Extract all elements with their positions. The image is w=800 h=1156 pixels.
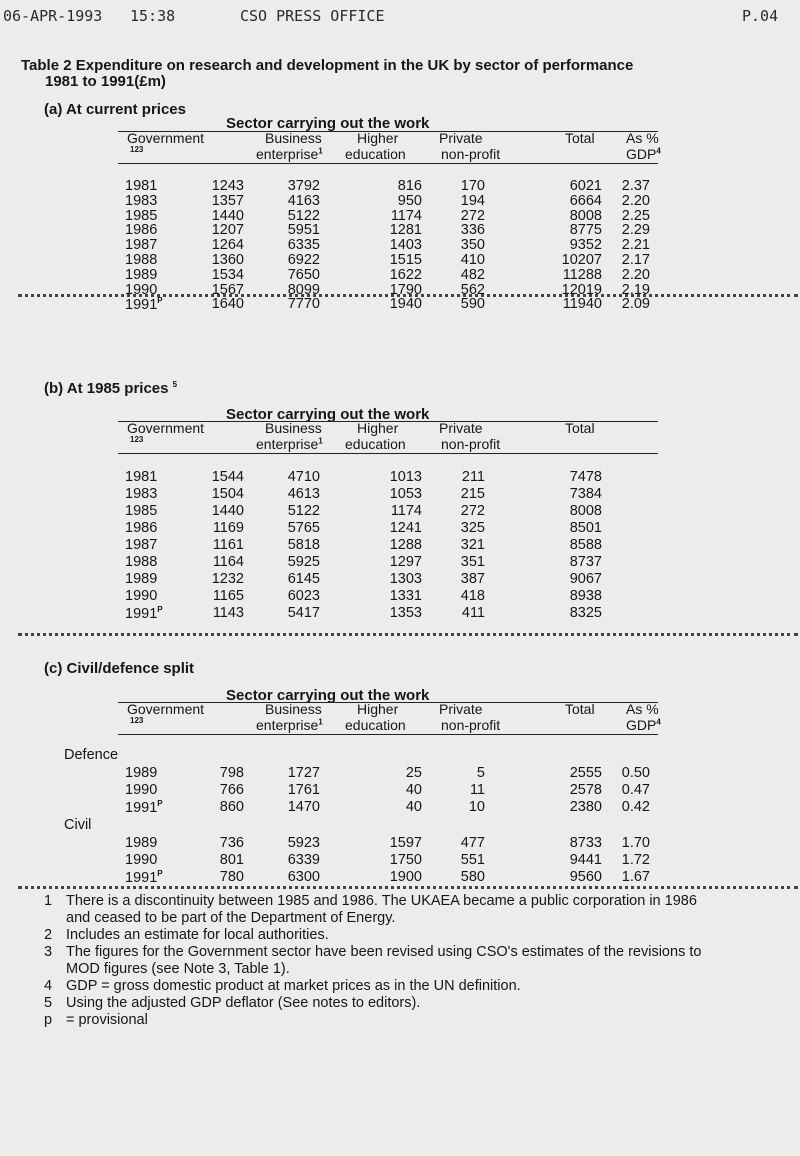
cell-government: 1161: [212, 537, 244, 553]
cell-gdp-percent: 0.47: [621, 782, 650, 799]
cell-business-enterprise: 5417: [287, 605, 320, 621]
cell-government: 1243: [211, 178, 244, 194]
col-header-higher: Higher: [357, 701, 399, 717]
col-header-private-2: non-profit: [441, 436, 501, 452]
cell-higher-education: 1750: [389, 852, 422, 869]
table-row: [0, 799, 800, 816]
cell-government: 860: [219, 799, 244, 816]
cell-higher-education: 1281: [389, 222, 422, 239]
table-row: [0, 852, 800, 869]
cell-higher-education: 1303: [389, 571, 422, 587]
cell-higher-education: 1353: [389, 605, 422, 621]
col-header-private: Private: [439, 130, 483, 146]
cell-private-non-profit: 325: [460, 520, 485, 536]
section-divider: [18, 886, 798, 889]
cell-total: 10207: [561, 252, 602, 268]
cell-year: 1981: [125, 178, 158, 194]
cell-gdp-percent: 2.20: [621, 192, 650, 209]
cell-business-enterprise: 5818: [287, 537, 320, 553]
col-note-government: 123: [130, 145, 144, 154]
cell-government: 1143: [212, 605, 244, 621]
cell-total: 11940: [562, 296, 602, 313]
cell-government: 780: [219, 869, 244, 886]
cell-business-enterprise: 5923: [287, 835, 320, 851]
section-heading: (b) At 1985 prices $^5$: [44, 380, 178, 397]
footnote-text: Using the adjusted GDP deflator (See notes to editors).: [66, 995, 421, 1011]
cell-private-non-profit: 272: [460, 503, 485, 519]
cell-year: $1991^P$: [125, 799, 163, 817]
cell-government: 798: [219, 765, 244, 781]
cell-private-non-profit: 387: [460, 571, 485, 587]
table-row: [0, 503, 800, 520]
cell-business-enterprise: 7770: [287, 296, 320, 313]
cell-year: 1990: [125, 588, 158, 604]
cell-year: 1990: [125, 852, 158, 869]
col-header-higher: Higher: [357, 130, 399, 146]
col-header-business: Business: [265, 701, 322, 717]
cell-government: 1504: [211, 486, 244, 502]
cell-private-non-profit: 590: [460, 296, 485, 313]
col-header-total: Total: [565, 420, 595, 436]
fax-date: 06-APR-1993: [3, 7, 103, 25]
cell-higher-education: 816: [397, 178, 422, 194]
footnote-number: 5: [44, 995, 53, 1011]
super-header: Sector carrying out the work: [226, 687, 430, 704]
cell-higher-education: 1053: [389, 486, 422, 502]
cell-government: 1165: [212, 588, 244, 604]
footnote-text: The figures for the Government sector have been revised using CSO's estimates of the revisions to: [66, 944, 702, 960]
col-header-private: Private: [439, 420, 483, 436]
col-header-higher-2: education: [345, 436, 406, 452]
cell-gdp-percent: 1.70: [621, 835, 650, 851]
cell-gdp-percent: 2.09: [621, 296, 650, 313]
cell-year: 1989: [125, 765, 158, 781]
provisional-mark: P: [157, 296, 163, 306]
header-rule-bottom: [118, 734, 658, 735]
cell-gdp-percent: 1.67: [621, 869, 650, 886]
table-row: [0, 486, 800, 503]
cell-private-non-profit: 11: [469, 782, 485, 799]
cell-total: 8008: [569, 207, 602, 224]
cell-private-non-profit: 170: [460, 178, 485, 194]
cell-higher-education: 1174: [390, 503, 422, 519]
cell-total: 2578: [569, 782, 602, 799]
cell-gdp-percent: 2.37: [621, 178, 650, 194]
cell-private-non-profit: 580: [460, 869, 485, 886]
col-header-total: Total: [565, 130, 595, 146]
cell-total: 12019: [561, 281, 602, 298]
cell-private-non-profit: 272: [460, 207, 485, 224]
cell-higher-education: 1940: [389, 296, 422, 313]
cell-private-non-profit: 336: [460, 222, 485, 239]
table-row: [0, 765, 800, 782]
cell-year: 1983: [125, 486, 158, 502]
cell-government: 1440: [211, 503, 244, 519]
cell-total: 9067: [569, 571, 602, 587]
cell-business-enterprise: 1761: [287, 782, 320, 799]
col-header-gdp: As %: [626, 130, 659, 146]
cell-business-enterprise: 5925: [287, 554, 320, 570]
cell-higher-education: 1790: [389, 281, 422, 298]
cell-government: 1567: [211, 281, 244, 298]
fax-sender: CSO PRESS OFFICE: [240, 7, 385, 25]
cell-higher-education: 1622: [389, 266, 422, 283]
cell-total: 2380: [569, 799, 602, 816]
col-header-higher-2: education: [345, 146, 406, 162]
cell-gdp-percent: 0.50: [621, 765, 650, 781]
cell-total: 7384: [569, 486, 602, 502]
super-header: Sector carrying out the work: [226, 115, 430, 132]
cell-private-non-profit: 351: [460, 554, 485, 570]
table-row: [0, 469, 800, 486]
cell-total: 8588: [569, 537, 602, 553]
cell-business-enterprise: 6300: [287, 869, 320, 886]
cell-business-enterprise: 4163: [287, 192, 320, 209]
cell-private-non-profit: 551: [460, 852, 485, 869]
cell-higher-education: 40: [405, 782, 422, 799]
cell-business-enterprise: 6922: [287, 252, 320, 268]
cell-total: 11288: [562, 266, 602, 283]
cell-year: 1986: [125, 520, 158, 536]
cell-business-enterprise: 4613: [287, 486, 320, 502]
cell-business-enterprise: 5122: [287, 207, 320, 224]
cell-private-non-profit: 410: [460, 252, 485, 268]
cell-total: 9352: [569, 237, 602, 254]
cell-higher-education: 1288: [389, 537, 422, 553]
cell-total: 9441: [569, 852, 602, 869]
cell-year: $1991^P$: [125, 605, 163, 622]
cell-higher-education: 1515: [389, 252, 422, 268]
cell-year: $1991^P$: [125, 296, 163, 314]
cell-government: 766: [219, 782, 244, 799]
footnote-text: There is a discontinuity between 1985 and 1986. The UKAEA became a public corporation in 1986: [66, 893, 697, 909]
cell-business-enterprise: 5951: [287, 222, 320, 239]
cell-government: 1360: [211, 252, 244, 268]
footnote-number: 3: [44, 944, 53, 960]
table-row: [0, 537, 800, 554]
cell-government: 1232: [211, 571, 244, 587]
col-header-gdp-2: GDP$^4$: [626, 146, 661, 162]
cell-business-enterprise: 7650: [287, 266, 320, 283]
cell-government: 801: [219, 852, 244, 869]
cell-higher-education: 1241: [389, 520, 422, 536]
cell-private-non-profit: 411: [461, 605, 485, 621]
table-row: [0, 296, 800, 313]
cell-total: 7478: [569, 469, 602, 485]
cell-gdp-percent: 0.42: [621, 799, 650, 816]
cell-year: 1988: [125, 554, 158, 570]
cell-government: 1169: [212, 520, 244, 536]
cell-total: 8325: [569, 605, 602, 621]
col-header-business-2: enterprise$^1$: [256, 717, 323, 733]
footnote-number: 4: [44, 978, 53, 994]
cell-year: 1985: [125, 503, 158, 519]
col-header-total: Total: [565, 701, 595, 717]
header-rule-bottom: [118, 453, 658, 454]
cell-total: 6021: [569, 178, 602, 194]
cell-private-non-profit: 477: [460, 835, 485, 851]
section-heading: (c) Civil/defence split: [44, 660, 195, 677]
cell-year: 1987: [125, 237, 158, 254]
provisional-mark: P: [157, 799, 163, 809]
table-row: [0, 835, 800, 852]
cell-private-non-profit: 321: [460, 537, 485, 553]
section-divider: [18, 633, 798, 636]
group-label-defence: Defence: [64, 747, 119, 763]
table-row: [0, 571, 800, 588]
col-header-business-2: enterprise$^1$: [256, 146, 323, 162]
header-rule-bottom: [118, 163, 658, 164]
table-row: [0, 554, 800, 571]
cell-year: 1989: [125, 571, 158, 587]
table-row: [0, 520, 800, 537]
cell-total: 8775: [569, 222, 602, 239]
cell-private-non-profit: 211: [461, 469, 485, 485]
footnote-number: p: [44, 1012, 53, 1028]
cell-business-enterprise: 1470: [287, 799, 320, 816]
cell-private-non-profit: 418: [460, 588, 485, 604]
cell-private-non-profit: 5: [476, 765, 485, 781]
provisional-mark: P: [157, 605, 163, 614]
cell-higher-education: 40: [405, 799, 422, 816]
cell-year: 1987: [125, 537, 158, 553]
fax-page-number: P.04: [742, 7, 779, 25]
cell-higher-education: 1013: [389, 469, 422, 485]
col-header-private-2: non-profit: [441, 717, 501, 733]
cell-total: 8938: [569, 588, 602, 604]
col-header-government: Government: [127, 701, 205, 717]
cell-year: 1983: [125, 192, 158, 209]
table-row: [0, 588, 800, 605]
cell-higher-education: 1174: [390, 207, 422, 224]
col-note-government: 123: [130, 435, 144, 444]
section-heading: (a) At current prices: [44, 101, 186, 118]
col-header-private-2: non-profit: [441, 146, 501, 162]
table-row: [0, 869, 800, 886]
footnote-text: = provisional: [66, 1012, 148, 1028]
cell-government: 736: [219, 835, 244, 851]
cell-government: 1264: [211, 237, 244, 254]
footnote-number: 2: [44, 927, 53, 943]
cell-higher-education: 1297: [389, 554, 422, 570]
cell-gdp-percent: 2.21: [621, 237, 650, 254]
cell-gdp-percent: 2.29: [621, 222, 650, 239]
cell-year: 1989: [125, 835, 158, 851]
cell-business-enterprise: 3792: [287, 178, 320, 194]
cell-business-enterprise: 6023: [287, 588, 320, 604]
col-header-government: Government: [127, 420, 205, 436]
cell-year: 1988: [125, 252, 158, 268]
cell-business-enterprise: 8099: [287, 281, 320, 298]
footnote-text: Includes an estimate for local authorities.: [66, 927, 329, 943]
cell-government: 1640: [211, 296, 244, 313]
cell-year: 1985: [125, 207, 158, 224]
footnote-text: MOD figures (see Note 3, Table 1).: [66, 961, 290, 977]
cell-total: 8737: [569, 554, 602, 570]
cell-year: 1986: [125, 222, 158, 239]
footnote-text: GDP = gross domestic product at market prices as in the UN definition.: [66, 978, 521, 994]
col-header-business: Business: [265, 420, 322, 436]
super-header: Sector carrying out the work: [226, 406, 430, 423]
footnote-text: and ceased to be part of the Department of Energy.: [66, 910, 396, 926]
cell-gdp-percent: 2.19: [621, 281, 650, 298]
cell-higher-education: 1900: [389, 869, 422, 886]
cell-private-non-profit: 10: [468, 799, 485, 816]
cell-government: 1544: [211, 469, 244, 485]
col-header-business: Business: [265, 130, 322, 146]
cell-year: 1990: [125, 281, 158, 298]
col-header-private: Private: [439, 701, 483, 717]
cell-total: 8501: [569, 520, 602, 536]
col-header-gdp-2: GDP$^4$: [626, 717, 661, 733]
cell-business-enterprise: 1727: [287, 765, 320, 781]
cell-private-non-profit: 215: [460, 486, 485, 502]
cell-government: 1164: [212, 554, 244, 570]
cell-higher-education: 1331: [389, 588, 422, 604]
cell-private-non-profit: 350: [460, 237, 485, 254]
cell-gdp-percent: 2.20: [621, 266, 650, 283]
cell-higher-education: 950: [397, 192, 422, 209]
cell-year: 1990: [125, 782, 158, 799]
cell-government: 1534: [211, 266, 244, 283]
col-header-government: Government: [127, 130, 205, 146]
cell-higher-education: 1403: [389, 237, 422, 254]
fax-time: 15:38: [130, 7, 176, 25]
cell-government: 1207: [211, 222, 244, 239]
cell-higher-education: 1597: [389, 835, 422, 851]
cell-business-enterprise: 6339: [287, 852, 320, 869]
cell-total: 6664: [569, 192, 602, 209]
cell-year: 1981: [125, 469, 158, 485]
cell-private-non-profit: 194: [460, 192, 485, 209]
table-row: [0, 782, 800, 799]
section-divider: [18, 294, 798, 297]
cell-private-non-profit: 482: [460, 266, 485, 283]
cell-year: $1991^P$: [125, 869, 163, 887]
cell-private-non-profit: 562: [460, 281, 485, 298]
cell-business-enterprise: 5765: [287, 520, 320, 536]
cell-business-enterprise: 6145: [287, 571, 320, 587]
table-subtitle: 1981 to 1991(£m): [45, 73, 166, 90]
table-title: Table 2 Expenditure on research and development in the UK by sector of performance: [21, 57, 634, 74]
cell-total: 2555: [569, 765, 602, 781]
cell-business-enterprise: 6335: [287, 237, 320, 254]
col-header-gdp: As %: [626, 701, 659, 717]
cell-higher-education: 25: [405, 765, 422, 781]
cell-business-enterprise: 4710: [287, 469, 320, 485]
col-header-higher: Higher: [357, 420, 399, 436]
col-note-government: 123: [130, 716, 144, 725]
col-header-business-2: enterprise$^1$: [256, 436, 323, 452]
cell-total: 8008: [569, 503, 602, 519]
cell-total: 9560: [569, 869, 602, 886]
cell-gdp-percent: 1.72: [621, 852, 650, 869]
group-label-civil: Civil: [64, 817, 92, 833]
cell-business-enterprise: 5122: [287, 503, 320, 519]
provisional-mark: P: [157, 869, 163, 879]
cell-total: 8733: [569, 835, 602, 851]
cell-gdp-percent: 2.25: [621, 207, 650, 224]
cell-government: 1440: [211, 207, 244, 224]
cell-year: 1989: [125, 266, 158, 283]
table-row: [0, 605, 800, 622]
cell-government: 1357: [211, 192, 244, 209]
col-header-higher-2: education: [345, 717, 406, 733]
footnote-number: 1: [44, 893, 53, 909]
cell-gdp-percent: 2.17: [621, 252, 650, 268]
